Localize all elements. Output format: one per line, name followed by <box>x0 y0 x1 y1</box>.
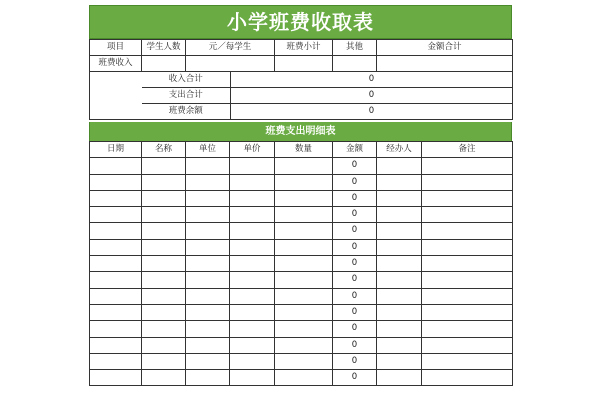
cell-unit[interactable] <box>186 304 230 320</box>
table-row <box>90 272 513 288</box>
cell-name[interactable] <box>142 190 186 206</box>
cell-unit[interactable] <box>186 190 230 206</box>
income-row <box>90 56 513 72</box>
cell-name[interactable] <box>142 174 186 190</box>
cell-date[interactable] <box>90 256 142 272</box>
cell-unit[interactable] <box>186 337 230 353</box>
cell-date[interactable] <box>90 190 142 206</box>
cell-qty[interactable] <box>275 272 333 288</box>
cell-amount: 0 <box>333 190 377 206</box>
cell-date[interactable] <box>90 353 142 369</box>
table-row <box>90 256 513 272</box>
cell-date[interactable] <box>90 174 142 190</box>
cell-name[interactable] <box>142 321 186 337</box>
table-row <box>90 223 513 239</box>
totals-row <box>90 72 513 88</box>
table-row <box>90 337 513 353</box>
cell-note[interactable] <box>422 174 513 190</box>
totals-row <box>90 104 513 120</box>
cell-name[interactable] <box>142 207 186 223</box>
cell-name[interactable] <box>142 223 186 239</box>
table-row <box>90 190 513 206</box>
cell-note[interactable] <box>422 239 513 255</box>
cell-note[interactable] <box>422 337 513 353</box>
cell-qty[interactable] <box>275 321 333 337</box>
totals-label: 支出合计 <box>142 88 231 104</box>
cell-amount: 0 <box>333 370 377 386</box>
cell-note[interactable] <box>422 256 513 272</box>
table-row <box>90 207 513 223</box>
cell-unit[interactable] <box>186 288 230 304</box>
cell-amount: 0 <box>333 174 377 190</box>
cell-price[interactable] <box>230 337 275 353</box>
cell-date[interactable] <box>90 288 142 304</box>
cell-name[interactable] <box>142 158 186 174</box>
cell-date[interactable] <box>90 207 142 223</box>
cell-price[interactable] <box>230 288 275 304</box>
header-cell: 日期 <box>90 142 142 158</box>
cell-qty[interactable] <box>275 174 333 190</box>
header-cell: 备注 <box>422 142 513 158</box>
cell-qty[interactable] <box>275 207 333 223</box>
header-cell: 元／每学生 <box>186 40 275 56</box>
cell-note[interactable] <box>422 223 513 239</box>
table-row <box>90 158 513 174</box>
totals-row <box>90 88 513 104</box>
cell-note[interactable] <box>422 158 513 174</box>
summary-table <box>89 39 513 72</box>
cell-handler[interactable] <box>377 256 422 272</box>
cell-qty[interactable] <box>275 337 333 353</box>
cell-unit[interactable] <box>186 353 230 369</box>
header-cell: 单价 <box>230 142 275 158</box>
cell-price[interactable] <box>230 239 275 255</box>
cell-handler[interactable] <box>377 288 422 304</box>
header-cell: 金额合计 <box>377 40 513 56</box>
header-cell: 班费小计 <box>275 40 333 56</box>
totals-value: 0 <box>231 72 513 88</box>
page-title: 小学班费收取表 <box>89 5 512 39</box>
cell-unit[interactable] <box>186 174 230 190</box>
cell-unit[interactable] <box>186 256 230 272</box>
cell-price[interactable] <box>230 256 275 272</box>
cell-total[interactable] <box>377 56 513 72</box>
cell-name[interactable] <box>142 304 186 320</box>
cell-amount: 0 <box>333 321 377 337</box>
cell-amount: 0 <box>333 337 377 353</box>
header-cell: 项目 <box>90 40 142 56</box>
cell-name[interactable] <box>142 337 186 353</box>
cell-name[interactable] <box>142 288 186 304</box>
cell-price[interactable] <box>230 190 275 206</box>
cell-qty[interactable] <box>275 223 333 239</box>
blank-cell <box>90 104 142 120</box>
cell-qty[interactable] <box>275 304 333 320</box>
cell-unit[interactable] <box>186 239 230 255</box>
cell-unit[interactable] <box>186 272 230 288</box>
cell-amount: 0 <box>333 272 377 288</box>
cell-amount: 0 <box>333 223 377 239</box>
table-row <box>90 321 513 337</box>
cell-name[interactable] <box>142 256 186 272</box>
header-cell: 其他 <box>333 40 377 56</box>
cell-amount: 0 <box>333 288 377 304</box>
cell-name[interactable] <box>142 353 186 369</box>
table-row <box>90 353 513 369</box>
cell-handler[interactable] <box>377 239 422 255</box>
cell-amount: 0 <box>333 239 377 255</box>
cell-note[interactable] <box>422 353 513 369</box>
cell-amount: 0 <box>333 256 377 272</box>
cell-amount: 0 <box>333 158 377 174</box>
header-cell: 金额 <box>333 142 377 158</box>
cell-handler[interactable] <box>377 207 422 223</box>
cell-date[interactable] <box>90 321 142 337</box>
cell-handler[interactable] <box>377 337 422 353</box>
cell-qty[interactable] <box>275 158 333 174</box>
header-cell: 学生人数 <box>142 40 186 56</box>
cell-date[interactable] <box>90 239 142 255</box>
cell-qty[interactable] <box>275 239 333 255</box>
cell-qty[interactable] <box>275 353 333 369</box>
cell-qty[interactable] <box>275 288 333 304</box>
totals-value: 0 <box>231 104 513 120</box>
cell-amount: 0 <box>333 304 377 320</box>
cell-date[interactable] <box>90 223 142 239</box>
cell-price[interactable] <box>230 321 275 337</box>
cell-note[interactable] <box>422 190 513 206</box>
cell-price[interactable] <box>230 158 275 174</box>
summary-header-row <box>90 40 513 56</box>
cell-note[interactable] <box>422 288 513 304</box>
cell-price[interactable] <box>230 272 275 288</box>
header-cell: 数量 <box>275 142 333 158</box>
cell-qty[interactable] <box>275 190 333 206</box>
header-cell: 名称 <box>142 142 186 158</box>
cell-handler[interactable] <box>377 223 422 239</box>
cell-price[interactable] <box>230 207 275 223</box>
cell-handler[interactable] <box>377 321 422 337</box>
detail-header-row <box>90 142 513 158</box>
cell-handler[interactable] <box>377 353 422 369</box>
detail-table <box>89 141 513 386</box>
header-cell: 经办人 <box>377 142 422 158</box>
cell-handler[interactable] <box>377 304 422 320</box>
totals-label: 收入合计 <box>142 72 231 88</box>
cell-note[interactable] <box>422 272 513 288</box>
cell-date[interactable] <box>90 158 142 174</box>
cell-price[interactable] <box>230 223 275 239</box>
cell-name[interactable] <box>142 239 186 255</box>
cell-note[interactable] <box>422 207 513 223</box>
cell-unit[interactable] <box>186 321 230 337</box>
table-row <box>90 304 513 320</box>
cell-handler[interactable] <box>377 174 422 190</box>
cell-price[interactable] <box>230 174 275 190</box>
cell-unit[interactable] <box>186 370 230 386</box>
cell-handler[interactable] <box>377 190 422 206</box>
cell-price[interactable] <box>230 370 275 386</box>
totals-table <box>89 71 513 120</box>
cell-handler[interactable] <box>377 158 422 174</box>
cell-amount: 0 <box>333 353 377 369</box>
cell-date[interactable] <box>90 337 142 353</box>
table-row <box>90 370 513 386</box>
cell-price[interactable] <box>230 304 275 320</box>
cell-note[interactable] <box>422 321 513 337</box>
cell-unit[interactable] <box>186 223 230 239</box>
cell-unit[interactable] <box>186 158 230 174</box>
cell-per-student[interactable] <box>186 56 275 72</box>
table-row <box>90 288 513 304</box>
cell-students[interactable] <box>142 56 186 72</box>
cell-note[interactable] <box>422 370 513 386</box>
cell-name[interactable] <box>142 370 186 386</box>
income-label: 班费收入 <box>90 56 142 72</box>
cell-unit[interactable] <box>186 207 230 223</box>
table-row <box>90 174 513 190</box>
totals-value: 0 <box>231 88 513 104</box>
header-cell: 单位 <box>186 142 230 158</box>
cell-date[interactable] <box>90 370 142 386</box>
spreadsheet <box>89 5 512 386</box>
cell-amount: 0 <box>333 207 377 223</box>
cell-name[interactable] <box>142 272 186 288</box>
cell-date[interactable] <box>90 272 142 288</box>
table-row <box>90 239 513 255</box>
blank-cell <box>90 88 142 104</box>
cell-note[interactable] <box>422 304 513 320</box>
cell-qty[interactable] <box>275 256 333 272</box>
cell-qty[interactable] <box>275 370 333 386</box>
cell-other[interactable] <box>333 56 377 72</box>
cell-handler[interactable] <box>377 272 422 288</box>
totals-label: 班费余额 <box>142 104 231 120</box>
cell-price[interactable] <box>230 353 275 369</box>
cell-subtotal[interactable] <box>275 56 333 72</box>
cell-date[interactable] <box>90 304 142 320</box>
blank-cell <box>90 72 142 88</box>
cell-handler[interactable] <box>377 370 422 386</box>
detail-title: 班费支出明细表 <box>89 122 512 141</box>
